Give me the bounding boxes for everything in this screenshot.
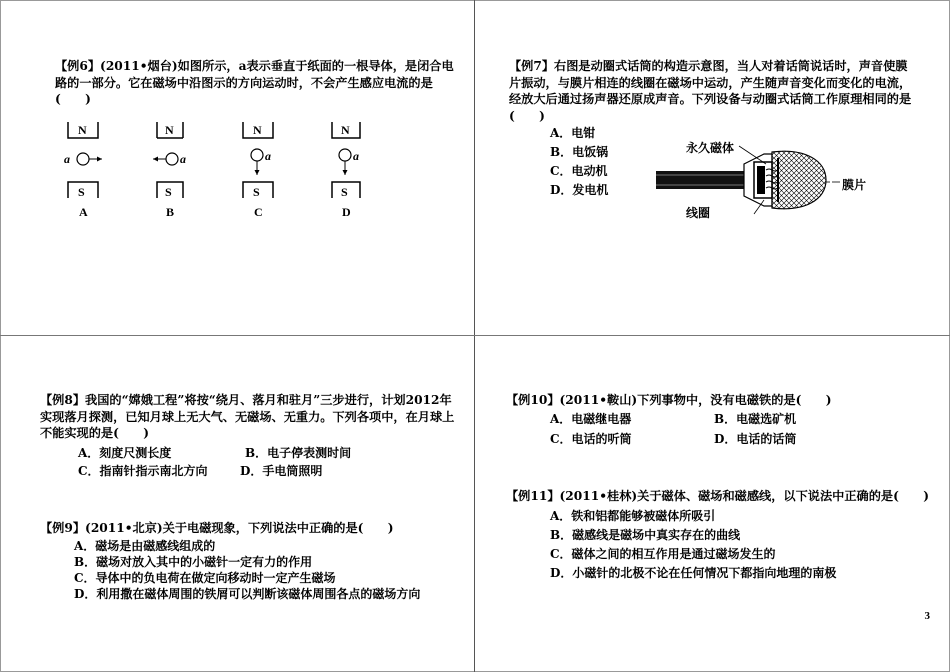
q7-option-a[interactable]: A．电钳 — [550, 126, 596, 140]
q9-option-a[interactable]: A．磁场是由磁感线组成的 — [74, 539, 216, 553]
mic-grille — [772, 151, 826, 209]
q10-option-c[interactable]: C．电话的听筒 — [550, 432, 632, 446]
q7-option-b[interactable]: B．电饭锅 — [550, 145, 609, 159]
diagram-c — [243, 122, 273, 219]
q10-option-d[interactable]: D．电话的话筒 — [714, 432, 797, 446]
question-7-tag: 【例7】 — [509, 59, 555, 73]
q10-option-a[interactable]: A．电磁继电器 — [550, 412, 632, 426]
q7-option-d[interactable]: D．发电机 — [550, 183, 609, 197]
slide-example-7 — [476, 0, 950, 334]
diagram-a — [64, 122, 102, 219]
column-divider — [474, 0, 475, 672]
q10-option-b[interactable]: B．电磁选矿机 — [714, 412, 797, 426]
conductor-d — [339, 149, 351, 161]
question-9-tag: 【例9】 — [40, 521, 86, 535]
question-11-text: (2011•桂林)关于磁体、磁场和磁感线，以下说法中正确的是( ) — [559, 489, 929, 503]
q8-option-b[interactable]: B．电子停表测时间 — [245, 446, 352, 460]
south-label-d: S — [341, 185, 348, 199]
question-6 — [55, 58, 457, 108]
q8-option-c[interactable]: C．指南针指示南北方向 — [78, 464, 208, 478]
slide-example-6 — [0, 0, 474, 334]
question-10-text: (2011•鞍山)下列事物中，没有电磁铁的是( ) — [559, 393, 832, 407]
question-10 — [506, 392, 926, 409]
magnet-diagrams — [0, 118, 474, 228]
microphone-diagram — [654, 138, 854, 228]
q7-option-c[interactable]: C．电动机 — [550, 164, 608, 178]
label-membrane: 膜片 — [842, 178, 867, 192]
question-9 — [40, 520, 460, 537]
mic-handle — [656, 171, 746, 189]
question-8-text: 我国的“嫦娥工程”将按“绕月、落月和驻月”三步进行，计划2012年实现落月探测，已知月球上无大气、无磁场、无重力。下列各项中，在月球上不能实现的是( ) — [40, 393, 455, 440]
question-10-tag: 【例10】 — [506, 393, 560, 407]
row-divider — [0, 335, 950, 336]
south-label-a: S — [78, 185, 85, 199]
q9-option-d[interactable]: D．利用撒在磁体周围的铁屑可以判断该磁体周围各点的磁场方向 — [74, 587, 421, 601]
q9-option-c[interactable]: C．导体中的负电荷在做定向移动时一定产生磁场 — [74, 571, 336, 585]
slide-examples-10-11 — [476, 337, 950, 672]
label-permanent-magnet: 永久磁体 — [686, 141, 735, 155]
north-label-d: N — [341, 123, 350, 137]
q11-option-c[interactable]: C．磁体之间的相互作用是通过磁场发生的 — [550, 547, 776, 561]
north-label-b: N — [165, 123, 174, 137]
q8-option-a[interactable]: A．刻度尺测长度 — [78, 446, 172, 460]
south-label-b: S — [165, 185, 172, 199]
question-8 — [40, 392, 460, 442]
question-7 — [509, 58, 919, 124]
option-label-c: C — [254, 205, 263, 219]
north-label-c: N — [253, 123, 262, 137]
question-11-tag: 【例11】 — [506, 489, 560, 503]
q11-option-b[interactable]: B．磁感线是磁场中真实存在的曲线 — [550, 528, 741, 542]
question-6-tag: 【例6】 — [55, 59, 101, 73]
conductor-label-a: a — [64, 152, 70, 166]
page-number: 3 — [924, 610, 930, 622]
option-label-a: A — [79, 205, 88, 219]
conductor-label-d: a — [353, 149, 359, 163]
conductor-label-b: a — [180, 152, 186, 166]
q11-option-d[interactable]: D．小磁针的北极不论在任何情况下都指向地理的南极 — [550, 566, 837, 580]
diagram-b — [153, 122, 186, 219]
conductor-label-c: a — [265, 149, 271, 163]
conductor-a — [77, 153, 89, 165]
north-label-a: N — [78, 123, 87, 137]
option-label-d: D — [342, 205, 351, 219]
question-6-text: (2011•烟台)如图所示，a表示垂直于纸面的一根导体，是闭合电路的一部分。它在磁场中沿图示的方向运动时，不会产生感应电流的是( ) — [55, 59, 454, 106]
q11-option-a[interactable]: A．铁和铝都能够被磁体所吸引 — [550, 509, 716, 523]
conductor-b — [166, 153, 178, 165]
q8-option-d[interactable]: D．手电筒照明 — [240, 464, 323, 478]
south-label-c: S — [253, 185, 260, 199]
slide-examples-8-9 — [0, 337, 474, 672]
question-9-text: (2011•北京)关于电磁现象，下列说法中正确的是( ) — [85, 521, 394, 535]
question-7-text: 右图是动圈式话筒的构造示意图，当人对着话筒说话时，声音使膜片振动，与膜片相连的线圈在磁场中运动，产生随声音变化而变化的电流，经放大后通过扬声器还原成声音。下列设备与动圈式话筒工作原理相同的是( ) — [509, 59, 912, 123]
label-coil: 线圈 — [686, 206, 711, 220]
conductor-c — [251, 149, 263, 161]
diagram-d — [332, 122, 360, 219]
option-label-b: B — [166, 205, 175, 219]
question-8-tag: 【例8】 — [40, 393, 86, 407]
question-11 — [506, 488, 946, 505]
q9-option-b[interactable]: B．磁场对放入其中的小磁针一定有力的作用 — [74, 555, 313, 569]
